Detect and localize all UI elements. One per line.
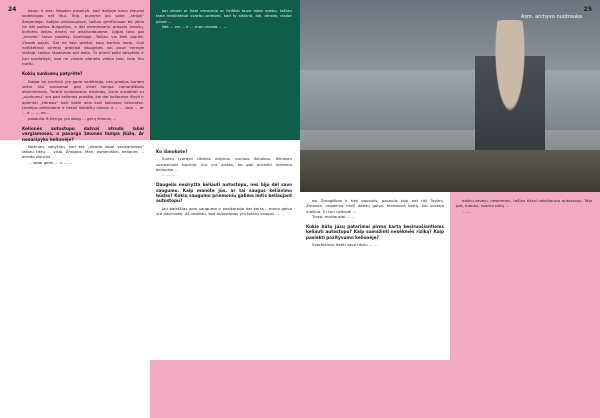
paragraph: Net ... ne ... ir ... man visada ... ... — [162, 23, 228, 29]
paragraph: ... ... — [462, 208, 471, 214]
photo-credit: Asm. archyvo nuotrauka — [520, 14, 582, 20]
paragraph: pasaulio iš tikrųjų yra daug ... gerų žmonių ... — [28, 115, 117, 121]
question-heading: Daugelis nesiryžta keliauti autostopu, nes bijo dėl savo saugumo. Kaip manote jūs, ar tai saugus keliavimo būdas? Kokių saugumo priemonių galima imtis keliaujant autostopu? — [156, 182, 292, 204]
paragraph: Nežinau, sakyčiau, kad tas „atrodo labai vergiamoses“ labiau tiktų ... visai. Žmogus. Man, asmeniškai, kelionės ... atrodo žiauriai... — [22, 143, 144, 160]
column-2 — [156, 144, 292, 412]
question-heading: Ko išmokote? — [156, 149, 188, 154]
paragraph: Dabar tai įvertinti yra gana sudėtinga, nes praėjus kuriam laikui visi sunkumai gali virsti tampa romantiškais atsiminimais. Turbūt sunkiausias minimas, kurio susidūrei su „sunkumu“ yra pati kelionės pradžia, kai dar kelionėse išvyti ir aplenkti „tikrasis“ kaži kokie akis kaži kokiuose kelionėse. Lenkijos pietiniame ir netoli Vokiečių sienos ir ... ... taip ... ar ... ir ... ... ne... — [22, 78, 144, 116]
column-3 — [306, 198, 444, 412]
question-heading: Kokie būtų jūsų patarimai pirmą kartą besiruošiantiems keliauti autostopu? Kaip sumažinti nesėkmės riziką? Kaip pasiekti pozityvumo kelionėje? — [306, 224, 444, 240]
question-heading: Kokių sunkumų patyrėte? — [22, 71, 83, 77]
question-heading: Kelionės autostopu dažnai atrodo labai vergiamoses, o pavargo žmonės tampa įtūžę. Ar nesusipyko kelionėje? — [22, 125, 144, 142]
paragraph: kai vienai ar tikai emocinio ar fiziškai buvo labai sunku, tačiau tada neįtikėtinai svarbu priminti, kad ty aiškinti, kai, atrodo, visdar pilnai ... — [156, 8, 292, 24]
photo — [300, 0, 600, 192]
paragraph: Sunku įvardyti tikslias dalykus, kuriuos išmokau. Išmokau susipakuoti kuprinę, kur yra viskas, ko gali prireikti mėnesio kelionėje... — [156, 156, 292, 172]
paragraph: ... ... ... — [162, 172, 176, 178]
paragraph: dažnu atveju, neskrenku, tačiau tikrai nekeliausiu autostopu. Taip pat, manau, svarbu būtų ... — [456, 198, 592, 209]
paragraph: ... labai gerai ... ir ... ... — [28, 159, 73, 165]
paragraph: Svarbiausia tikėti savo tikslu ... ... — [312, 242, 378, 248]
paragraph: Tiesa, mažiausiai ... ... — [312, 213, 356, 219]
photo-sea — [300, 70, 600, 130]
photo-shore — [300, 150, 600, 192]
column-4 — [456, 198, 592, 412]
page-number-right: 25 — [583, 6, 592, 13]
paragraph: esi Žmogiškas ir tiek pasaulis, pasaulis taip pat tiki Tavimi. Žmonės, negalima nerti daiktų galva. Kiekvieną kartą, kai sustoja mašina, Tu turi rizikuoti ... — [306, 198, 444, 214]
column-2-green — [156, 8, 292, 136]
paragraph: liauju ir tiek. Negaliu pasakyti, kad Italijoje buvo žiauriai sudėtingas net litui. Taip, buvome jau sakę „strigę“ Bulgarijoje. Sofijos priesaugiose, tačiau greičiausiai bū jokio ne dėl pačios Bulgarijos, o dėl elementarių pravalų keisčių, kurioms kelias ėmėsi ne atsidurdavome. Lygiai toks pat „nervas“ buvo pasieky Austrijoje. Tačiau vis tiek pajutę. Visada pajutį. Gal ne taip greitai, kaip kartais norėj. Gali neįtikėtinai strimai praleisti daugybes vai pusę nemoje vietoje, tačiau stodamas ant kelio. Tu prieni kelio taisyklės ir turi susitaikyti, kad ne visada planeta veikia taip, kaip Tau norisi. — [22, 8, 144, 66]
page-number-left: 24 — [8, 6, 17, 13]
column-1 — [22, 8, 144, 412]
paragraph: Jau baikščias apie saugumą ir pasikartoja dar kartą – mano galva yra pasiruošę. Aš vedžiau, kad autostopas yra tokiau saugus ... — [156, 205, 292, 216]
